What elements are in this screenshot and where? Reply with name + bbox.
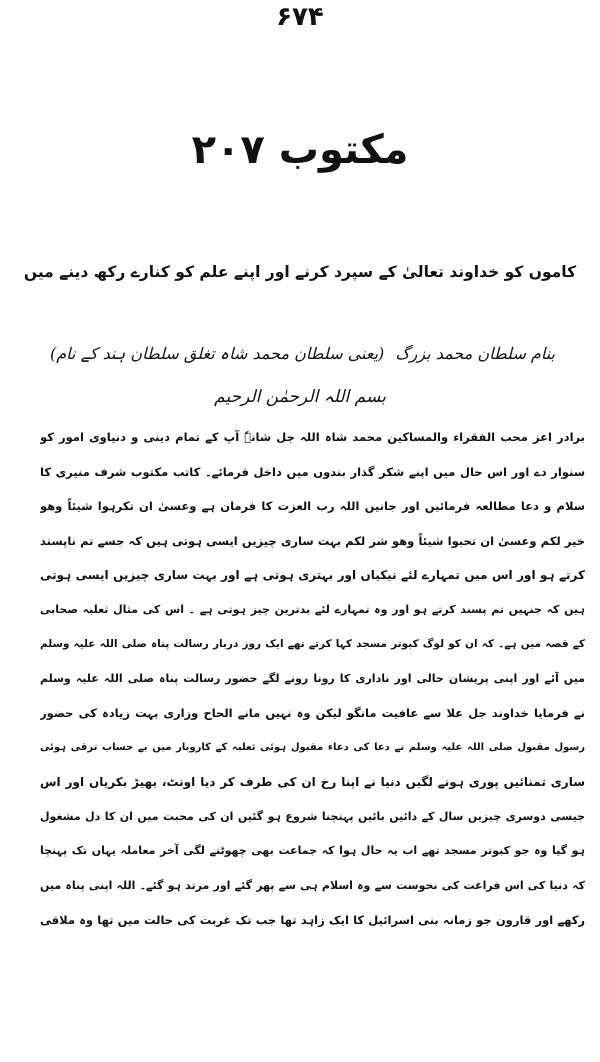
- body-line: کے قصہ میں ہے۔ کہ ان کو لوگ کبوتر مسجد کہا کرتے تھے ایک روز دربار رسالت پناہ صلی اللہ علیہ وسلم: [40, 638, 585, 650]
- body-line: خیر لکم وعسیٰ ان تحبوا شیئاً وھو شر لکم بہت ساری چیزیں ایسی ہوتی ہیں کہ جسے تم ناپسند: [40, 533, 585, 548]
- body-line: ساری تمنائیں پوری ہونے لگیں دنیا نے اپنا رخ ان کی طرف کر دیا اونٹ، بھیڑ بکریاں اور اس: [40, 775, 585, 789]
- letter-subject: کاموں کو خداوند تعالیٰ کے سپرد کرنے اور اپنے علم کو کنارے رکھ دینے میں: [23, 263, 577, 281]
- body-line: کرتے ہو اور اس میں تمہارے لئے نیکیاں اور بہتری ہوتی ہے اور بہت ساری چیزیں ایسی ہوتی: [40, 568, 585, 582]
- body-line: برادر اعز محب الفقراء والمساکین محمد شاہ اللہ جل شانہٗ آپ کے تمام دینی و دنیاوی امور کو: [40, 430, 585, 444]
- body-line: ہیں کہ جنہیں تم پسند کرتے ہو اور وہ تمہارے لئے بدترین چیز ہوتی ہے ۔ اس کی مثال ثعلبہ صحابی: [40, 602, 585, 616]
- body-line: میں آئے اور اپنی پریشان حالی اور ناداری کا رونا رونے لگے حضور رسالت پناہ صلی اللہ علیہ وسلم: [40, 671, 585, 685]
- addressee-row: [50, 344, 555, 363]
- addressee-note: (یعنی سلطان محمد شاہ تغلق سلطان ہند کے نام): [50, 344, 385, 363]
- body-line: نے فرمایا خداوند جل علا سے عافیت مانگو لیکن وہ نہیں مانے الحاح وزاری بہت زیادہ کی حضور: [40, 706, 585, 720]
- body-line: جیسی دوسری چیزیں سال کے دائیں بائیں پہنچنا شروع ہو گئیں ان کی محبت میں ان کا دل مشغول: [40, 809, 585, 823]
- body-line: ہو گیا وہ جو کبوتر مسجد تھے اب یہ حال ہوا کہ جماعت بھی چھوٹنے لگی آخر معاملہ یہاں تک پہنچا: [40, 844, 585, 857]
- letter-heading: مکتوب ۲۰۷: [191, 127, 409, 173]
- body-line: سنوار دے اور اس حال میں اپنے شکر گذار بندوں میں داخل فرمائے۔ کاتب مکتوب شرف منیری کا: [40, 464, 585, 479]
- page-number: ۶۷۴: [276, 2, 324, 32]
- body-line: سلام و دعا مطالعہ فرمائیں اور جانیں اللہ رب العزت کا فرمان ہے وعسیٰ ان تکرہوا شیئاً وھو: [40, 499, 585, 513]
- addressee-name: بنام سلطان محمد بزرگ: [395, 344, 555, 363]
- bismillah: بسم اللہ الرحمٰن الرحیم: [214, 387, 386, 407]
- letter-body: [40, 420, 585, 938]
- body-line: کہ دنیا کی اس فراغت کی نحوست سے وہ اسلام ہی سے پھر گئے اور مرتد ہو گئے۔ اللہ اپنی پناہ میں: [40, 878, 585, 892]
- body-line: رکھے اور قارون جو زمانہ بنی اسرائیل کا ایک زاہد تھا جب تک غربت کی حالت میں تھا وہ ملاقی: [40, 913, 585, 927]
- body-line: رسول مقبول صلی اللہ علیہ وسلم نے دعا کی دعاء مقبول ہوئی ثعلبہ کے کاروبار میں بے حساب ترقی ہوئی: [40, 741, 585, 753]
